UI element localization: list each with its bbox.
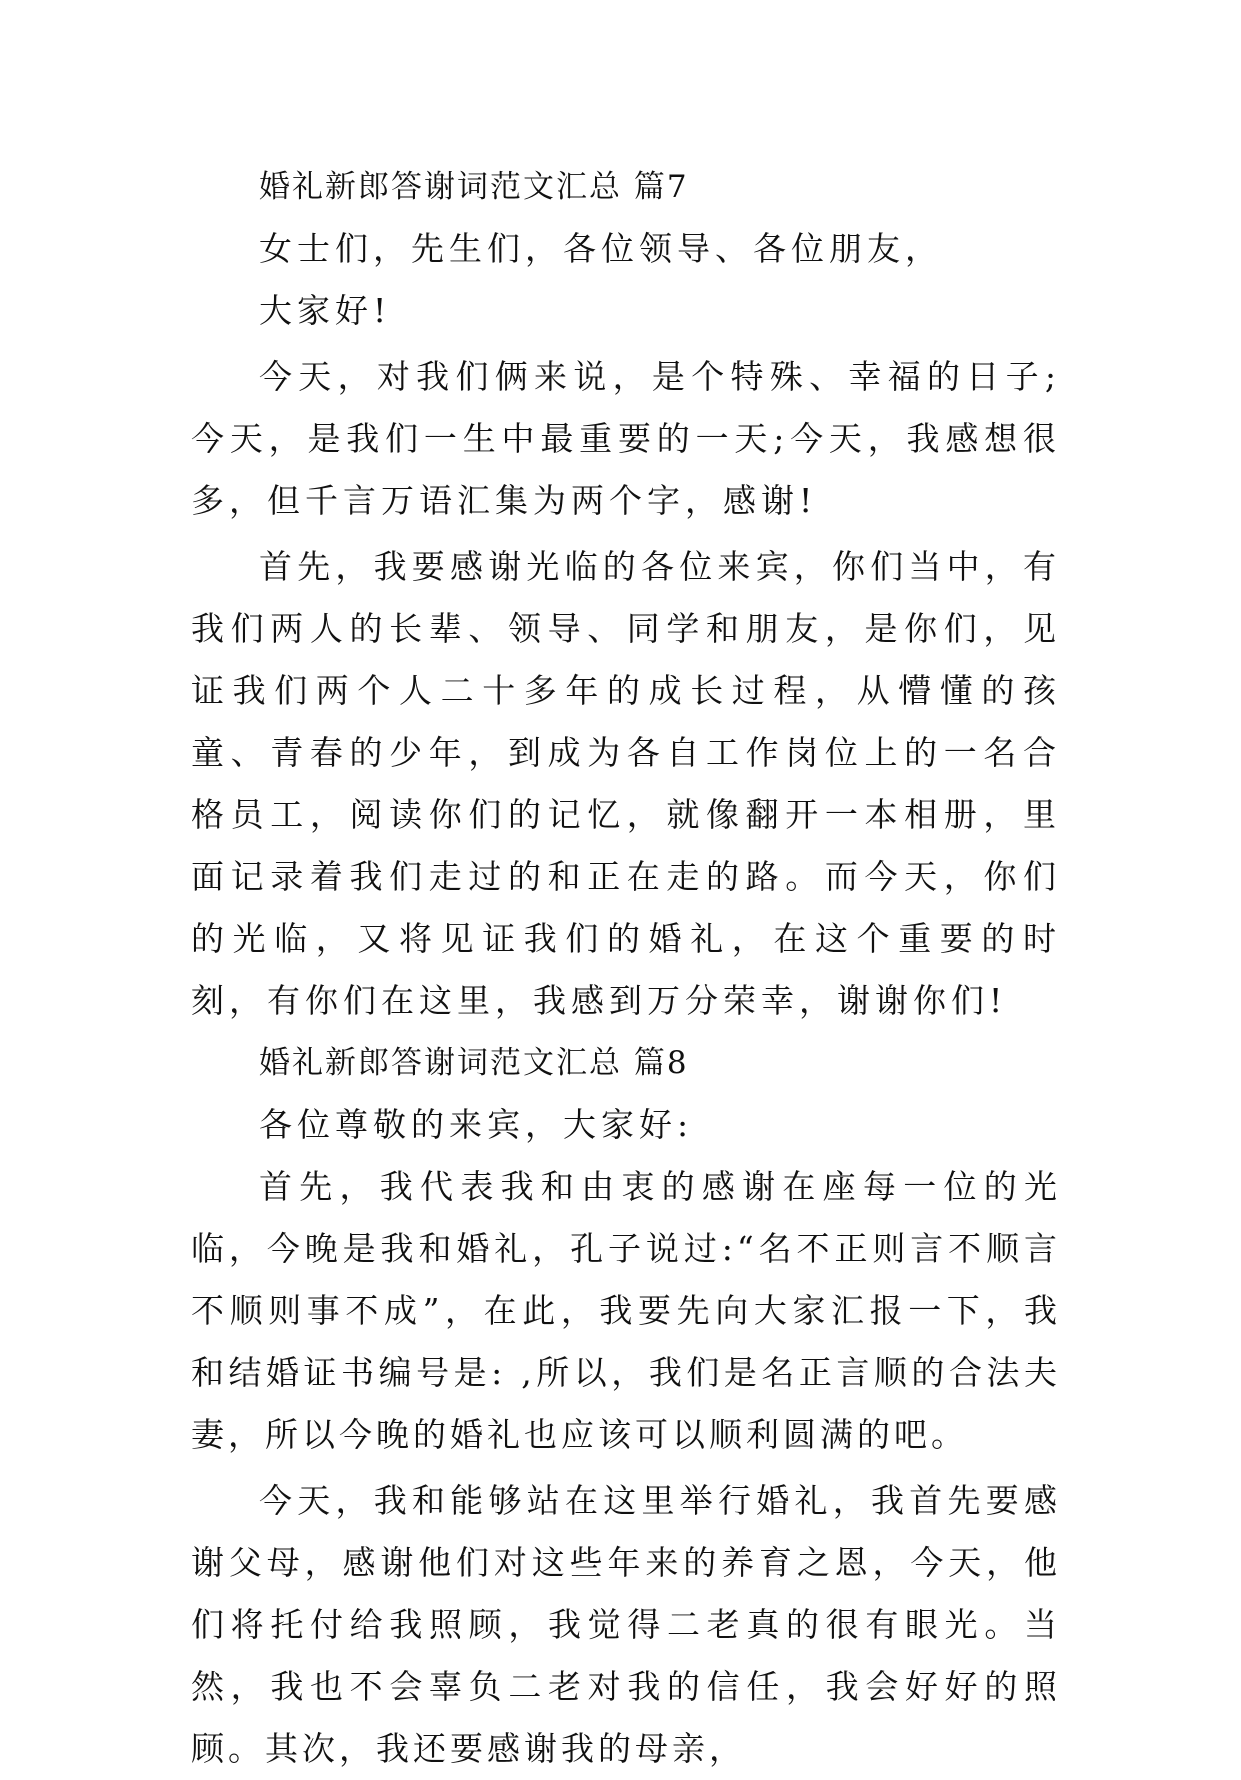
section-heading: 婚礼新郎答谢词范文汇总 篇7 — [259, 169, 689, 205]
salutation: 女士们，先生们，各位领导、各位朋友， — [259, 229, 943, 268]
document-body — [191, 156, 1061, 1780]
section-heading: 婚礼新郎答谢词范文汇总 篇8 — [259, 1045, 689, 1081]
section-8 — [191, 1032, 1061, 1780]
paragraph: 首先，我代表我和由衷的感谢在座每一位的光临，今晚是我和婚礼，孔子说过:“名不正则言不顺言不顺则事不成”，在此，我要先向大家汇报一下，我和结婚证书编号是: ,所以，我们是名正言顺的合法夫妻，所以今晚的婚礼也应该可以顺利圆满的吧。 — [191, 1167, 1061, 1454]
paragraph: 今天，对我们俩来说，是个特殊、幸福的日子;今天，是我们一生中最重要的一天;今天，我感想很多，但千言万语汇集为两个字，感谢! — [191, 357, 1061, 520]
greeting: 大家好! — [259, 291, 392, 330]
section-7 — [191, 156, 1061, 1032]
paragraph: 首先，我要感谢光临的各位来宾，你们当中，有我们两人的长辈、领导、同学和朋友，是你们，见证我们两个人二十多年的成长过程，从懵懂的孩童、青春的少年，到成为各自工作岗位上的一名合格员工，阅读你们的记忆，就像翻开一本相册，里面记录着我们走过的和正在走的路。而今天，你们的光临，又将见证我们的婚礼，在这个重要的时刻，有你们在这里，我感到万分荣幸，谢谢你们! — [191, 547, 1061, 1020]
paragraph: 今天，我和能够站在这里举行婚礼，我首先要感谢父母，感谢他们对这些年来的养育之恩，今天，他们将托付给我照顾，我觉得二老真的很有眼光。当然，我也不会辜负二老对我的信任，我会好好的照顾。其次，我还要感谢我的母亲， — [191, 1481, 1061, 1768]
salutation: 各位尊敬的来宾，大家好: — [259, 1105, 694, 1144]
